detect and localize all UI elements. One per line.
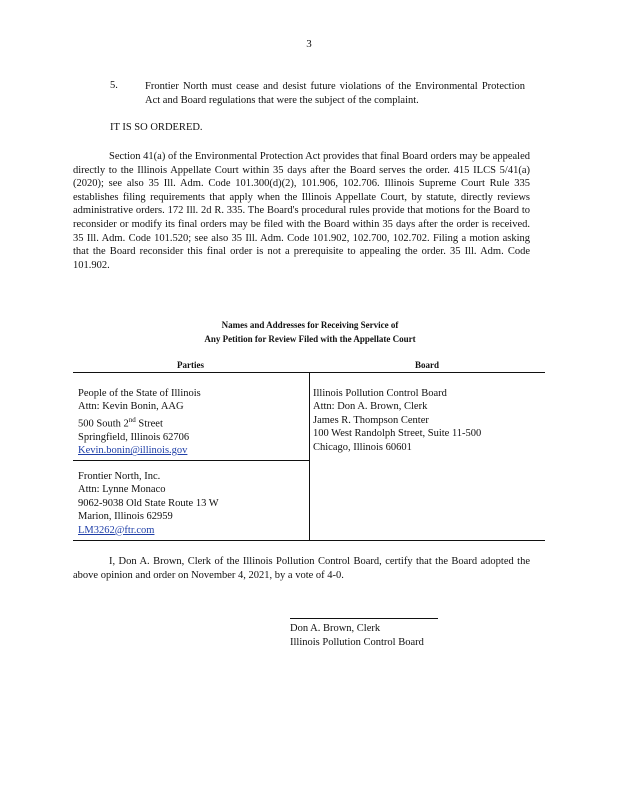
board-address: [313, 387, 481, 454]
party-city: Springfield, Illinois 62706: [78, 431, 190, 443]
certification-paragraph: I, Don A. Brown, Clerk of the Illinois Pollution Control Board, certify that the Board adopted the above opinion and order on November 4, 2021, by a vote of 4-0.: [73, 556, 530, 581]
party-email-link[interactable]: Kevin.bonin@illinois.gov: [78, 445, 188, 457]
party-city: Marion, Illinois 62959: [78, 511, 173, 523]
appeal-rights-paragraph: Section 41(a) of the Environmental Protection Act provides that final Board orders may be appealed directly to the Illinois Appellate Court within 35 days after the Board serves the order. 415 ILCS 5/41(a) (2020); see also 35 Ill. Adm. Code 101.300(d)(2), 101.906, 102.706. Illinois Supreme Court Rule 335 establishes filing requirements that apply when the Illinois Appellate Court, by statute, directly reviews administrative orders. 172 Ill. 2d R. 335. The Board's procedural rules provide that motions for the Board to reconsider or modify its final orders may be filed with the Board within 35 days after the order is received. 35 Ill. Adm. Code 101.520; see also 35 Ill. Adm. Code 101.902, 102.700, 102.702. Filing a motion asking that the Board reconsider this final order is not a prerequisite to appealing the order. 35 Ill. Adm. Code 101.902.: [73, 151, 530, 271]
table-title-line-2: Any Petition for Review Filed with the Appellate Court: [204, 334, 416, 344]
table-title-line-1: Names and Addresses for Receiving Service of: [221, 320, 399, 330]
party-address-frontier: [78, 470, 219, 537]
page-number: 3: [306, 38, 312, 50]
party-attn: Attn: Lynne Monaco: [78, 484, 166, 496]
parties-column-header: Parties: [177, 360, 204, 370]
table-column-divider: [309, 372, 310, 540]
signer-name: Don A. Brown, Clerk: [290, 623, 381, 634]
service-table-title: [150, 318, 470, 346]
table-bottom-rule: [73, 540, 545, 541]
board-column-header: Board: [414, 360, 439, 370]
order-item-text: Frontier North must cease and desist future violations of the Environmental Protection Act and Board regulations that were the subject of the complaint.: [145, 81, 525, 106]
board-name: Illinois Pollution Control Board: [313, 388, 447, 399]
signature-line: [290, 618, 438, 619]
party-attn: Attn: Kevin Bonin, AAG: [78, 401, 184, 413]
party-email-link[interactable]: LM3262@ftr.com: [78, 524, 155, 536]
party-address-illinois: [78, 387, 201, 458]
party-name: People of the State of Illinois: [78, 388, 201, 399]
order-item-number: 5.: [110, 80, 118, 91]
party-street: 9062-9038 Old State Route 13 W: [78, 497, 219, 509]
board-city: Chicago, Illinois 60601: [313, 441, 412, 453]
party-name: Frontier North, Inc.: [78, 471, 161, 482]
board-street: 100 West Randolph Street, Suite 11-500: [313, 428, 482, 440]
signer-org: Illinois Pollution Control Board: [290, 637, 424, 648]
so-ordered: IT IS SO ORDERED.: [110, 122, 203, 133]
party-street: 500 South 2nd Street: [78, 415, 163, 430]
signature-block: [290, 622, 424, 650]
parties-divider: [73, 460, 309, 461]
board-attn: Attn: Don A. Brown, Clerk: [313, 401, 428, 413]
board-building: James R. Thompson Center: [313, 414, 429, 426]
